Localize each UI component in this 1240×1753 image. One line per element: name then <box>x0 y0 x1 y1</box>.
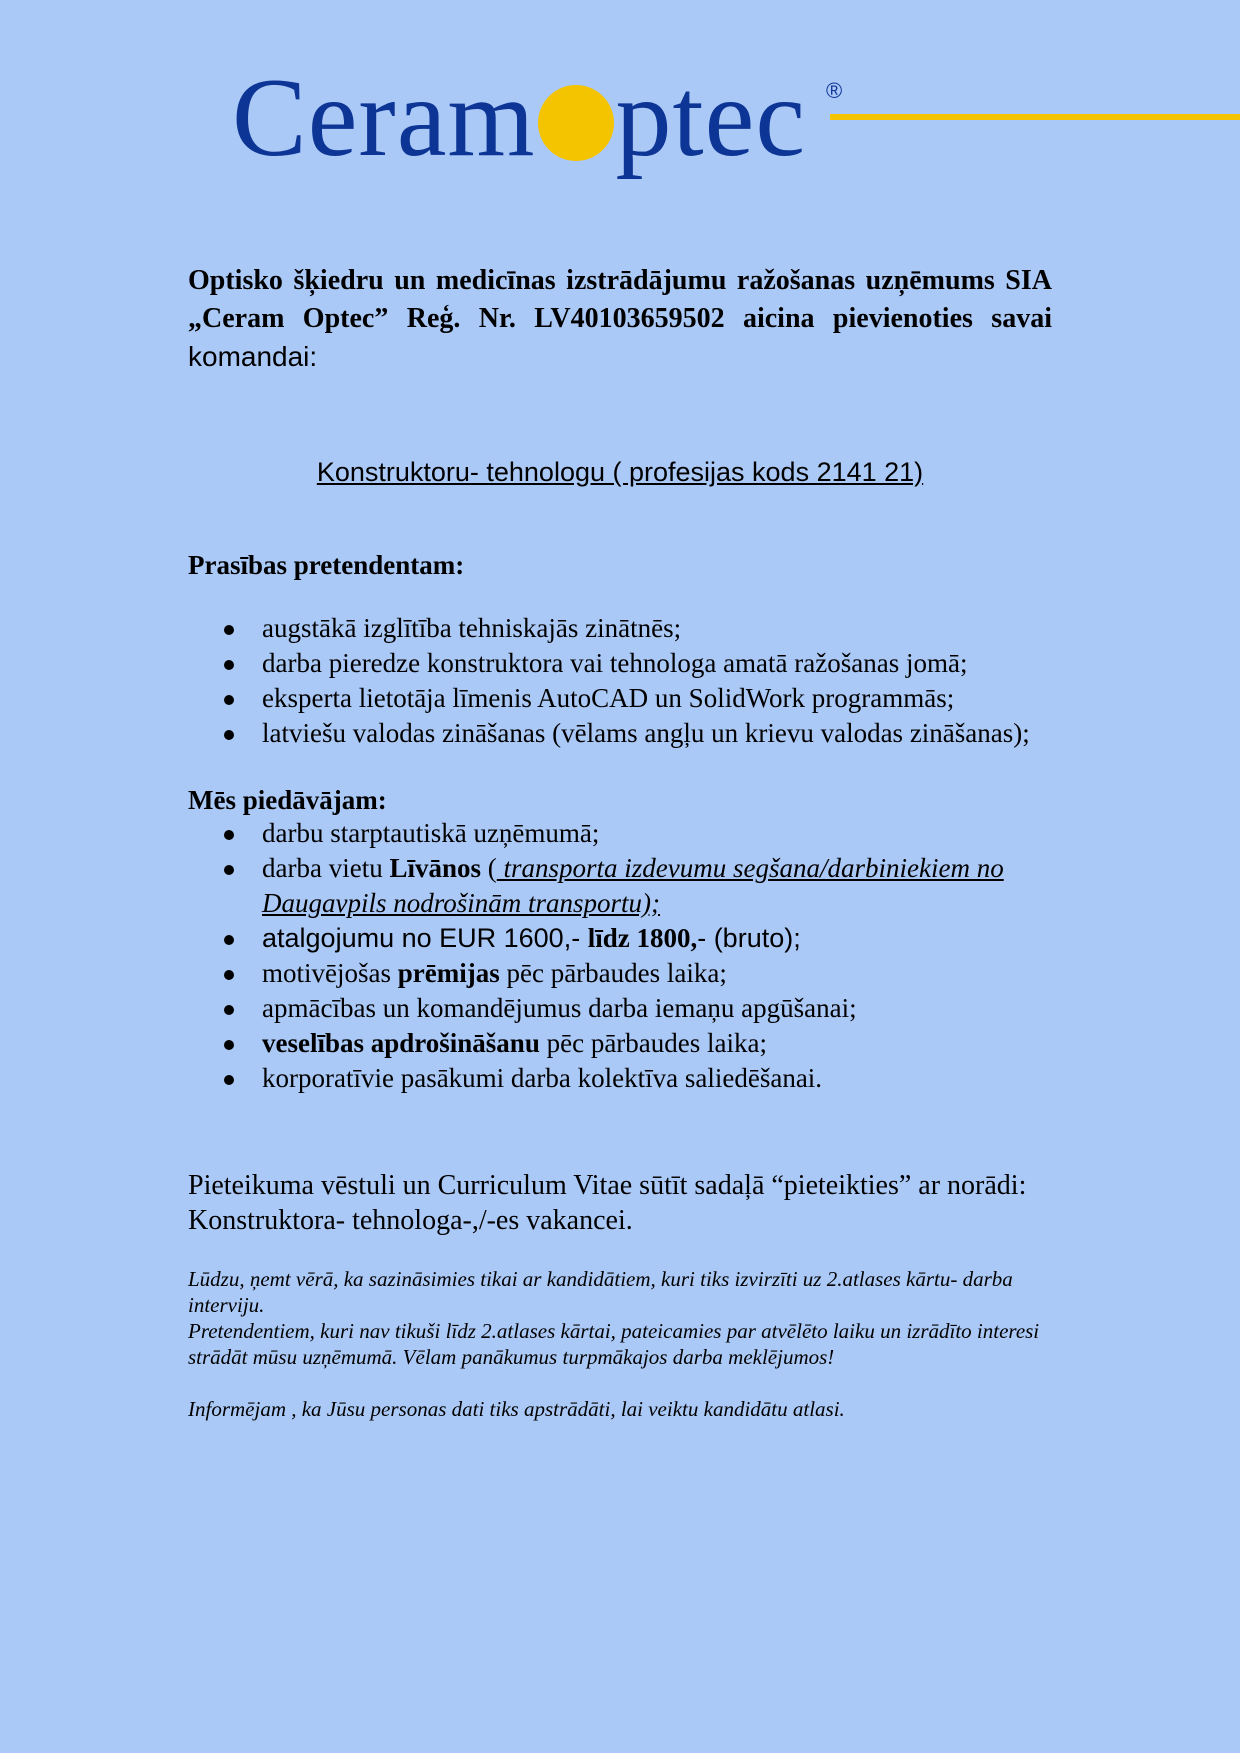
offer-bonus-suffix: pēc pārbaudes laika; <box>499 958 727 988</box>
offer-list <box>188 816 1052 1096</box>
list-item <box>262 851 1052 921</box>
logo-wordmark: Ceram ptec <box>232 56 807 180</box>
list-item <box>262 1026 1052 1061</box>
note-data-processing: Informējam , ka Jūsu personas dati tiks apstrādāti, lai veiktu kandidātu atlasi. <box>188 1397 845 1421</box>
offer-bonus-prefix: motivējošas <box>262 958 398 988</box>
position-title: Konstruktoru- tehnologu ( profesijas kods 2141 21) <box>316 457 924 487</box>
list-item: eksperta lietotāja līmenis AutoCAD un SolidWork programmās; <box>262 681 1052 716</box>
company-logo <box>232 56 1022 184</box>
offer-workplace-location: Līvānos <box>389 853 481 883</box>
intro-tail: komandai: <box>188 341 318 372</box>
list-item: darbu starptautiskā uzņēmumā; <box>262 816 1052 851</box>
offer-salary-prefix: atalgojumu no EUR 1600,- <box>262 923 588 953</box>
application-instructions: Pieteikuma vēstuli un Curriculum Vitae sūtīt sadaļā “pieteikties” ar norādi: Konstruktora- tehnologa-,/-es vakancei. <box>188 1170 1027 1236</box>
logo-registered-mark: ® <box>826 78 843 103</box>
offer-insurance-suffix: pēc pārbaudes laika; <box>539 1028 767 1058</box>
offer-salary-suffix: - (bruto); <box>697 923 801 953</box>
logo-accent-line <box>830 114 1240 120</box>
list-item: korporatīvie pasākumi darba kolektīva saliedēšanai. <box>262 1061 1052 1096</box>
offer-workplace-prefix: darba vietu <box>262 853 390 883</box>
list-item <box>262 956 1052 991</box>
requirements-title: Prasības pretendentam: <box>188 550 465 580</box>
offer-title: Mēs piedāvājam: <box>188 785 387 815</box>
offer-salary-max: līdz 1800, <box>587 923 698 953</box>
list-item: augstākā izglītība tehniskajās zinātnēs; <box>262 611 1052 646</box>
list-item: darba pieredze konstruktora vai tehnologa amatā ražošanas jomā; <box>262 646 1052 681</box>
list-item: apmācības un komandējumus darba iemaņu apgūšanai; <box>262 991 1052 1026</box>
intro-paragraph <box>188 262 1052 377</box>
list-item: latviešu valodas zināšanas (vēlams angļu un krievu valodas zināšanas); <box>262 716 1052 751</box>
requirements-list <box>188 611 1052 751</box>
note-thanks: Pretendentiem, kuri nav tikuši līdz 2.atlases kārtai, pateicamies par atvēlēto laiku un izrādīto interesi strādāt mūsu uzņēmumā. Vēlam panākumus turpmākajos darba meklējumos! <box>188 1319 1040 1369</box>
intro-bold: Optisko šķiedru un medicīnas izstrādājumu ražošanas uzņēmums SIA „Ceram Optec” Reģ. Nr. LV40103659502 aicina pievienoties savai <box>188 265 1052 334</box>
note-contact: Lūdzu, ņemt vērā, ka sazināsimies tikai ar kandidātiem, kuri tiks izvirzīti uz 2.atlases kārtu- darba interviju. <box>188 1267 1013 1317</box>
offer-bonus-bold: prēmijas <box>397 958 500 988</box>
offer-insurance-bold: veselības apdrošināšanu <box>262 1028 540 1058</box>
offer-transport-note: transporta izdevumu segšana/darbiniekiem no Daugavpils nodrošinām transportu); <box>262 853 1004 918</box>
list-item <box>262 921 1052 956</box>
job-posting <box>188 262 1052 1422</box>
offer-workplace-paren: ( <box>481 853 497 883</box>
